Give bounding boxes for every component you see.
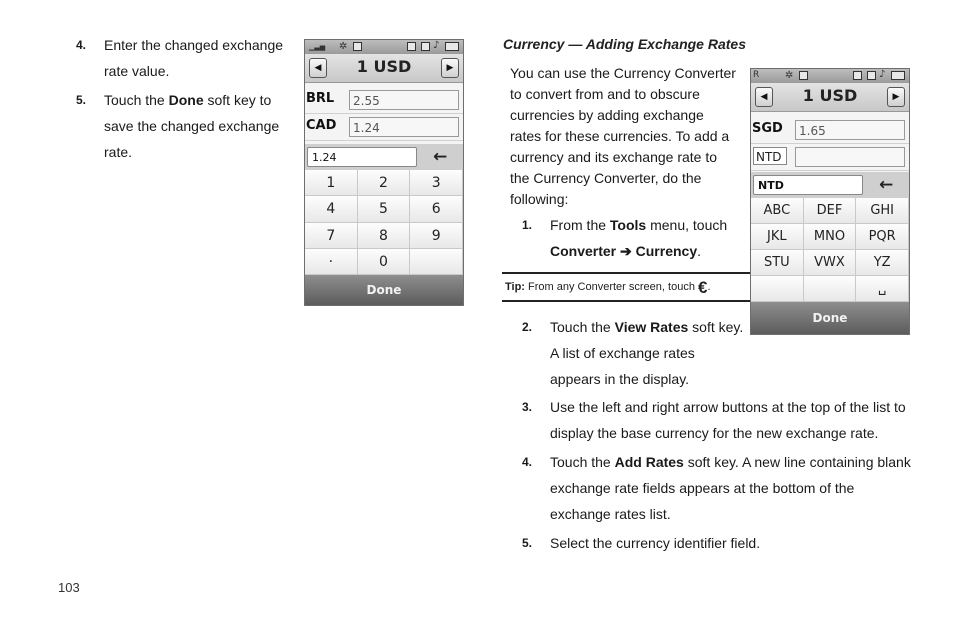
backspace-icon[interactable]: ←	[879, 175, 894, 195]
keypad-key[interactable]	[804, 276, 857, 302]
step-number: 5.	[522, 536, 533, 550]
step-text-line: rate value.	[104, 63, 170, 79]
step-text-line: appears in the display.	[550, 371, 690, 387]
intro-line: to convert from and to obscure	[510, 86, 700, 102]
currency-title-bar	[305, 54, 463, 83]
step-text-line: display the base currency for the new exchange rate.	[550, 425, 879, 441]
network-icon: ✲	[339, 41, 348, 52]
message-icon	[353, 42, 362, 51]
keypad-key[interactable]	[751, 276, 804, 302]
keypad-key[interactable]: ABC	[751, 198, 804, 224]
network-icon: ✲	[785, 70, 794, 81]
rate-value-field[interactable]: 1.24	[349, 117, 459, 137]
keypad-key[interactable]: JKL	[751, 224, 804, 250]
step-text: Touch the	[550, 319, 615, 335]
intro-line: rates for these currencies. To add a	[510, 128, 730, 144]
left-arrow-button[interactable]: ◀	[755, 87, 773, 107]
add-rates-label: Add Rates	[614, 454, 684, 470]
rate-value-field[interactable]	[795, 147, 905, 167]
keypad-key[interactable]: 1	[305, 170, 358, 196]
keypad-key[interactable]: 8	[358, 223, 411, 249]
step-number: 2.	[522, 320, 533, 334]
keypad-key[interactable]: 9	[410, 223, 463, 249]
intro-line: the Currency Converter, do the	[510, 170, 702, 186]
phone-screen-numeric	[304, 39, 464, 306]
signal-icon: ▁▃▅	[309, 43, 326, 51]
status-bar	[751, 69, 909, 83]
tip-text: From any Converter screen, touch	[528, 281, 695, 293]
intro-line: currency and its exchange rate to	[510, 149, 718, 165]
step-text-line: exchange rate fields appears at the bottom of the	[550, 480, 855, 496]
keypad-key[interactable]: 5	[358, 196, 411, 222]
step-text: soft key. A new line containing blank	[683, 454, 911, 470]
tools-menu-label: Tools	[609, 217, 647, 233]
step-text-line: Use the left and right arrow buttons at the top of the list to	[550, 399, 906, 415]
step-text: soft key to	[203, 92, 272, 108]
music-icon: ♪	[879, 69, 886, 80]
new-rate-row[interactable]	[751, 144, 909, 171]
keypad-key[interactable]: 2	[358, 170, 411, 196]
keypad-key[interactable]: STU	[751, 250, 804, 276]
keypad-key[interactable]: PQR	[856, 224, 909, 250]
keypad-key[interactable]: 0	[358, 249, 411, 275]
step-text: soft key.	[688, 319, 744, 335]
intro-line: You can use the Currency Converter	[510, 65, 736, 81]
message-icon	[799, 71, 808, 80]
memory-icon	[407, 42, 416, 51]
battery-icon	[445, 42, 459, 51]
step-text-line: Enter the changed exchange	[104, 37, 284, 53]
status-bar	[305, 40, 463, 54]
base-currency-title: 1 USD	[356, 57, 412, 76]
keypad-key[interactable]: MNO	[804, 224, 857, 250]
step-text: menu, touch	[646, 217, 728, 233]
numeric-input-field[interactable]: 1.24	[307, 147, 417, 167]
alarm-icon	[421, 42, 430, 51]
input-row	[751, 172, 909, 198]
step-text-line: Select the currency identifier field.	[550, 535, 761, 551]
step-number: 1.	[522, 218, 533, 232]
keypad-key[interactable]: 6	[410, 196, 463, 222]
keypad-key[interactable]: GHI	[856, 198, 909, 224]
currency-code: CAD	[306, 118, 337, 133]
currency-code: BRL	[306, 91, 335, 106]
keypad-key[interactable]	[410, 249, 463, 275]
currency-code-field[interactable]: NTD	[753, 147, 787, 165]
step-text: Touch the	[104, 92, 169, 108]
step-text: From the	[550, 217, 610, 233]
right-arrow-button[interactable]: ▶	[441, 58, 459, 78]
currency-title-bar	[751, 83, 909, 112]
step-number: 4.	[522, 455, 533, 469]
done-softkey[interactable]: Done	[305, 275, 463, 305]
keypad-key[interactable]: DEF	[804, 198, 857, 224]
rate-row[interactable]	[305, 114, 463, 141]
page-number: 103	[58, 580, 80, 595]
euro-icon: €	[698, 277, 708, 297]
done-softkey-label: Done	[168, 92, 204, 108]
memory-icon	[853, 71, 862, 80]
right-arrow-button[interactable]: ▶	[887, 87, 905, 107]
step-number: 5.	[76, 93, 87, 107]
tip-end: .	[707, 281, 711, 293]
done-softkey[interactable]: Done	[751, 302, 909, 334]
keypad-key[interactable]: ␣	[856, 276, 909, 302]
view-rates-label: View Rates	[614, 319, 689, 335]
alarm-icon	[867, 71, 876, 80]
intro-line: following:	[510, 191, 569, 207]
alpha-input-field[interactable]: NTD	[753, 175, 863, 195]
backspace-icon[interactable]: ←	[433, 147, 448, 167]
left-arrow-button[interactable]: ◀	[309, 58, 327, 78]
battery-icon	[891, 71, 905, 80]
rate-value-field[interactable]: 2.55	[349, 90, 459, 110]
section-title: Currency — Adding Exchange Rates	[503, 36, 746, 52]
intro-line: currencies by adding exchange	[510, 107, 704, 123]
step-number: 4.	[76, 38, 87, 52]
alpha-keypad	[751, 198, 909, 302]
currency-code: SGD	[752, 121, 783, 136]
base-currency-title: 1 USD	[802, 86, 858, 105]
tip-box	[502, 272, 750, 302]
step-number: 3.	[522, 400, 533, 414]
input-row	[305, 144, 463, 170]
keypad-key[interactable]: ·	[305, 249, 358, 275]
numeric-keypad	[305, 170, 463, 275]
step-text-line: rate.	[104, 144, 133, 160]
rate-row[interactable]	[305, 87, 463, 114]
keypad-key[interactable]: 7	[305, 223, 358, 249]
step-text: Touch the	[550, 454, 615, 470]
intro-paragraph	[510, 63, 742, 210]
keypad-key[interactable]: 3	[410, 170, 463, 196]
keypad-key[interactable]: YZ	[856, 250, 909, 276]
keypad-key[interactable]: 4	[305, 196, 358, 222]
music-icon: ♪	[433, 40, 440, 51]
roaming-icon: R	[753, 70, 760, 80]
step-text-line: exchange rates list.	[550, 506, 671, 522]
rate-value-field[interactable]: 1.65	[795, 120, 905, 140]
step-text-line: A list of exchange rates	[550, 345, 695, 361]
tip-label: Tip:	[505, 281, 525, 293]
converter-currency-label: Converter ➔ Currency	[550, 243, 698, 259]
keypad-key[interactable]: VWX	[804, 250, 857, 276]
phone-screen-alpha	[750, 68, 910, 335]
step-text-line: save the changed exchange	[104, 118, 280, 134]
step-text: .	[697, 243, 701, 259]
rate-row[interactable]	[751, 117, 909, 144]
